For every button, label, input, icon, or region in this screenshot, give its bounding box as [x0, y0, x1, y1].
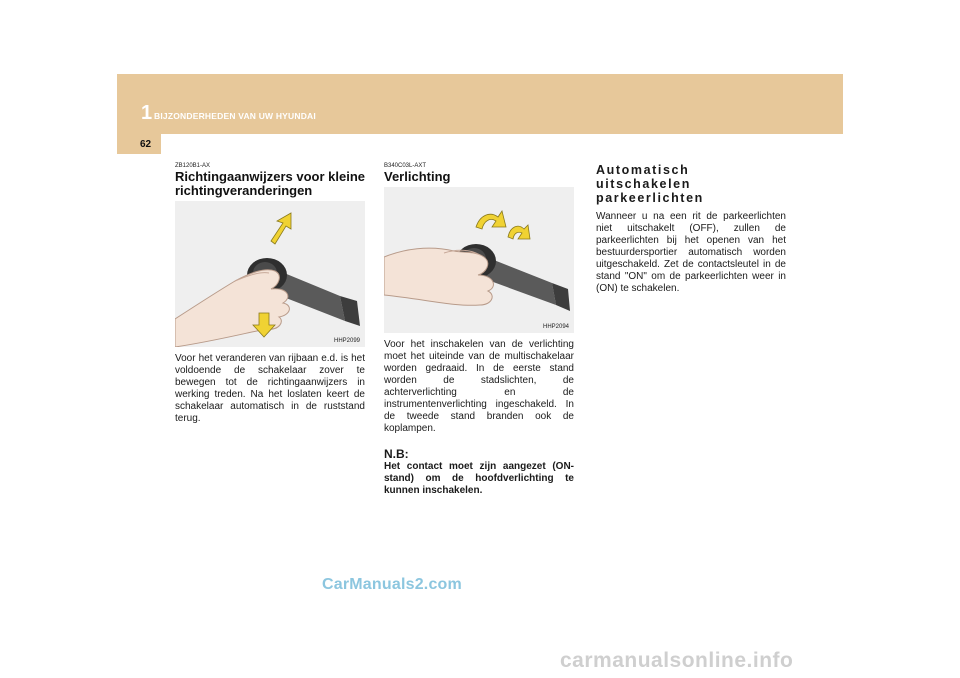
section-body: Wanneer u na een rit de parkeerlichten niet uitschakelt (OFF), zullen de parkeerlichten bij het openen van het bestuurdersportier automatisch worden uitgeschakeld. Zet de contactsleutel in de stand "ON" om de parkeerlichten weer in (ON) te schakelen. [596, 211, 786, 294]
section-lighting [384, 163, 574, 497]
section-code: B340C03L-AXT [384, 163, 427, 169]
section-code: ZB120B1-AX [175, 163, 211, 169]
lighting-figure [384, 187, 574, 333]
site-watermark[interactable]: CarManuals2.com [322, 576, 462, 593]
header-tab [117, 134, 161, 154]
page-number: 62 [140, 139, 152, 150]
section-title: Automatisch uitschakelen parkeerlichten [596, 163, 704, 205]
figure-label: HHP2099 [333, 338, 360, 344]
footer-watermark: carmanualsonline.info [560, 649, 794, 672]
section-body: Voor het veranderen van rijbaan e.d. is het voldoende de schakelaar zover te bewegen tot de richtingaanwijzers in werking treden. Na het loslaten keert de schakelaar automatisch in de ruststand terug. [175, 353, 365, 424]
note-body: Het contact moet zijn aangezet (ON-stand) om de hoofdverlichting te kunnen inschakelen. [384, 461, 574, 496]
hand-lever-illustration [175, 201, 365, 347]
hand-lever-illustration [384, 187, 574, 333]
turn-signal-figure [175, 201, 365, 347]
note-title: N.B: [384, 447, 409, 461]
section-auto-parking-lights [596, 163, 786, 295]
figure-label: HHP2094 [542, 324, 569, 330]
section-title: Verlichting [384, 169, 451, 184]
chapter-number: 1 [141, 102, 153, 124]
section-turn-signals [175, 163, 365, 425]
section-body: Voor het inschakelen van de verlichting moet het uiteinde van de multischakelaar worden gedraaid. In de eerste stand worden de stadslichten, de achterverlichting en de instrumentenverlichting ingeschakeld. In de tweede stand branden ook de koplampen. [384, 339, 574, 434]
section-title: Richtingaanwijzers voor kleine richtingveranderingen [175, 169, 365, 198]
chapter-title: BIJZONDERHEDEN VAN UW HYUNDAI [154, 111, 316, 121]
header-band [117, 74, 843, 134]
